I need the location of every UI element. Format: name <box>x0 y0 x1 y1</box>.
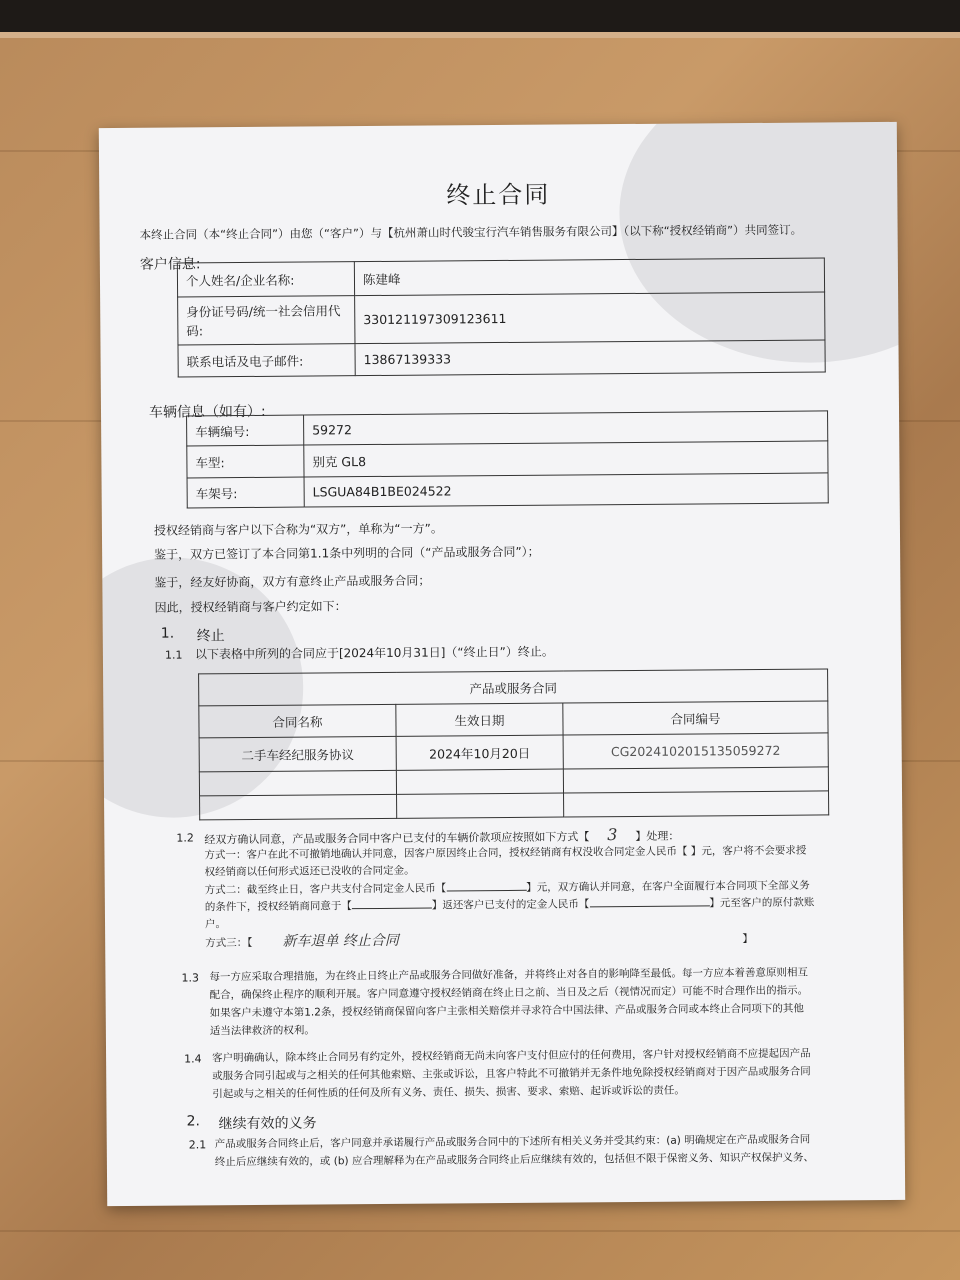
whereas-paragraph-1: 鉴于，双方已签订了本合同第1.1条中列明的合同（“产品或服务合同”）； <box>154 544 540 562</box>
therefore-paragraph: 因此，授权经销商与客户约定如下： <box>154 599 347 615</box>
contract-table-title: 产品或服务合同 <box>199 669 828 706</box>
table-row <box>187 441 828 478</box>
clause-2-1-number: 2.1 <box>188 1138 207 1152</box>
intro-paragraph: 本终止合同（本“终止合同”）由您（“客户”）与【杭州萧山时代骏宝行汽车销售服务有限公司】（以下称“授权经销商”）共同签订。 <box>139 222 803 242</box>
handwritten-method: 3 <box>607 825 618 845</box>
vehicle-label: 车型: <box>187 445 304 478</box>
table-row <box>199 701 828 738</box>
customer-phone-value: 13867139333 <box>355 340 825 376</box>
clause-2-1-line: 产品或服务合同终止后，客户同意并承诺履行产品或服务合同中的下述所有相关义务并受其约束：(a) 明确规定在产品或服务合同 <box>214 1133 811 1151</box>
clause-1-3-line: 适当法律救济的权利。 <box>209 1024 315 1038</box>
clause-1-2-line: 权经销商以任何形式返还已没收的合同定金。 <box>204 864 415 879</box>
clause-1-3-line: 如果客户未遵守本第1.2条，授权经销商保留向客户主张相关赔偿并寻求符合中国法律、产品或服务合同或本终止合同项下的其他 <box>209 1002 804 1020</box>
clause-1-2-line: 户。 <box>204 918 227 931</box>
customer-label: 身份证号码/统一社会信用代码: <box>178 296 355 345</box>
contract-table <box>198 668 829 820</box>
clause-1-2-line: 的条件下，授权经销商同意于【 】返还客户已支付的定金人民币【 】元至客户的原付款账 <box>204 896 815 914</box>
vehicle-number-value: 59272 <box>304 411 828 445</box>
contract-name-cell: 二手车经纪服务协议 <box>199 736 396 772</box>
clause-1-1-number: 1.1 <box>164 648 183 662</box>
clause-1-1-text: 以下表格中所列的合同应于[2024年10月31日]（“终止日”）终止。 <box>194 644 554 662</box>
contract-date-cell: 2024年10月20日 <box>396 735 563 770</box>
table-row <box>200 791 829 820</box>
clause-1-4-number: 1.4 <box>184 1052 202 1066</box>
clause-1-4-line: 引起或与之相关的任何性质的任何及所有义务、责任、损失、损害、要求、索赔、起诉或诉讼的责任。 <box>212 1084 685 1101</box>
table-row <box>177 258 824 297</box>
clause-1-2-number: 1.2 <box>176 831 194 845</box>
contract-number-cell: CG20241020151350592​72 <box>563 733 828 769</box>
window-frame <box>0 0 960 38</box>
clause-1-3-number: 1.3 <box>181 971 200 985</box>
clause-1-2-line: 方式一：客户在此不可撤销地确认并同意，因客户原因终止合同，授权经销商有权没收合同定金人民币【 】元，客户将不会要求授 <box>204 844 807 862</box>
clause-1-4-line: 客户明确确认，除本终止合同另有约定外，授权经销商无尚未向客户支付但应付的任何费用，客户针对授权经销商不应提起因产品 <box>212 1047 811 1065</box>
clause-1-2-line: 方式二：截至终止日，客户共支付合同定金人民币【 】元，双方确认并同意，在客户全面履行本合同项下全部义务 <box>204 879 810 897</box>
column-header-name: 合同名称 <box>199 704 396 738</box>
handwritten-method-3: 新车退单 终止合同 <box>282 932 399 950</box>
customer-label: 联系电话及电子邮件: <box>178 344 355 377</box>
clause-1-3-line: 配合，确保终止程序的顺利开展。客户同意遵守授权经销商在终止日之前、当日及之后（视情况而定）可能不时合理作出的指示。 <box>209 984 809 1002</box>
column-header-number: 合同编号 <box>563 701 828 735</box>
section-1-title: 终止 <box>196 628 225 645</box>
vehicle-label: 车辆编号: <box>187 415 304 446</box>
section-2-number: 2. <box>186 1113 201 1130</box>
customer-label: 个人姓名/企业名称: <box>177 262 354 297</box>
clause-1-3-line: 每一方应采取合理措施，为在终止日终止产品或服务合同做好准备，并将终止对各自的影响降至最低。每一方应本着善意原则相互 <box>209 966 808 984</box>
section-2-title: 继续有效的义务 <box>218 1115 317 1133</box>
contract-paper <box>99 122 905 1206</box>
vehicle-vin-value: LSGUA84B1BE024522 <box>304 473 828 507</box>
vehicle-heading: 车辆信息（如有）: <box>148 403 266 421</box>
vehicle-label: 车架号: <box>187 477 304 508</box>
clause-1-2-line: 方式三：【 新车退单 终止合同 】 <box>205 932 753 950</box>
parties-paragraph: 授权经销商与客户以下合称为“双方”，单称为“一方”。 <box>153 521 443 538</box>
table-row <box>199 669 828 706</box>
vehicle-model-value: 别克 GL8 <box>304 441 828 477</box>
whereas-paragraph-2: 鉴于，经友好协商，双方有意终止产品或服务合同； <box>154 573 431 590</box>
section-1-number: 1. <box>160 625 175 642</box>
clause-1-2-line: 经双方确认同意，产品或服务合同中客户已支付的车辆价款项应按照如下方式【 3 】处理： <box>204 825 680 847</box>
customer-table <box>177 257 826 377</box>
clause-2-1-line: 终止后应继续有效的，或 (b) 应合理解释为在产品或服务合同终止后应继续有效的，包括但不限于保密义务、知识产权保护义务、 <box>214 1151 814 1169</box>
column-header-date: 生效日期 <box>396 703 563 736</box>
table-row <box>178 292 825 345</box>
vehicle-table <box>186 410 829 508</box>
customer-name-value: 陈建峰 <box>354 258 824 296</box>
clause-1-4-line: 或服务合同引起或与之相关的任何其他索赔、主张或诉讼，且客户特此不可撤销并无条件地免除授权经销商对于因产品或服务合同 <box>212 1065 811 1083</box>
wood-grain <box>0 1230 960 1232</box>
table-row <box>187 473 828 508</box>
document-title: 终止合同 <box>446 180 551 210</box>
customer-id-value: 330121197309123611 <box>355 292 825 344</box>
customer-heading: 客户信息: <box>139 256 201 273</box>
table-row <box>199 733 828 772</box>
table-row <box>178 340 825 377</box>
